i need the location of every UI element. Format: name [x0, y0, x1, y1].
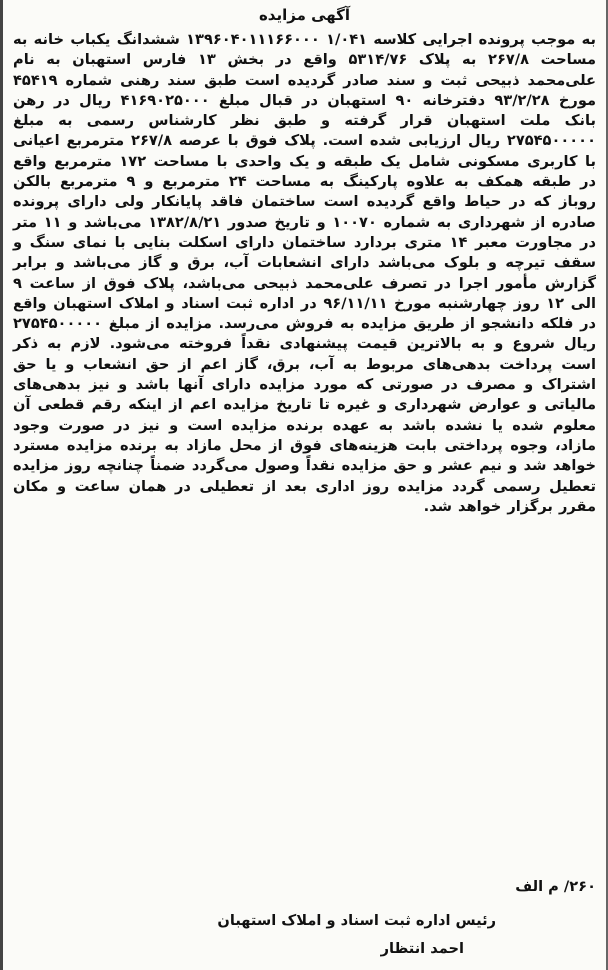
signature-title: رئیس اداره ثبت اسناد و املاک استهبان	[217, 912, 496, 929]
notice-reference: ۲۶۰/ م الف	[515, 878, 596, 895]
notice-body: به موجب پرونده اجرایی کلاسه ۱/۰۴۱ ۱۳۹۶۰۴۰۱۱۱۶۶۰۰۰ ششدانگ یکباب خانه به مساحت ۲۶۷/۸ به پلاک ۵۳۱۴/۷۶ واقع در بخش ۱۳ فارس استهبان به نام علی‌محمد ذبیحی ثبت و سند صادر گردیده است طبق سند رهنی شماره ۴۵۴۱۹ مورخ ۹۳/۲/۲۸ دفترخانه ۹۰ استهبان در قبال مبلغ ۴۱۶۹۰۲۵۰۰۰ ریال در رهن بانک ملت استهبان قرار گرفته و طبق نظر کارشناس رسمی به مبلغ ۲۷۵۴۵۰۰۰۰۰ ریال ارزیابی شده است. پلاک فوق با عرصه ۲۶۷/۸ مترمربع اعیانی با کاربری مسکونی شامل یک طبقه و یک واحدی با مساحت ۱۷۲ مترمربع واقع در طبقه همکف به علاوه پارکینگ به مساحت ۲۴ مترمربع و ۹ مترمربع بالکن روباز که در حیاط واقع گردیده است ساختمان فاقد پایانکار ولی دارای پرونده صادره از شهرداری به شماره ۱۰۰۷۰ و تاریخ صدور ۱۳۸۲/۸/۲۱ می‌باشد و ۱۱ متر در مجاورت معبر ۱۴ متری بردارد ساختمان دارای اسکلت بنایی با نمای سنگ و سقف تیرچه و بلوک می‌باشد دارای انشعابات آب، برق و گاز می‌باشد و برابر گزارش مأمور اجرا در تصرف علی‌محمد ذبیحی می‌باشد، پلاک فوق از ساعت ۹ الی ۱۲ روز چهارشنبه مورخ ۹۶/۱۱/۱۱ در اداره ثبت اسناد و املاک استهبان واقع در فلکه دانشجو از طریق مزایده به فروش می‌رسد. مزایده از مبلغ ۲۷۵۴۵۰۰۰۰۰ ریال شروع و به بالاترین قیمت پیشنهادی نقداً فروخته می‌شود. لازم به ذکر است پرداخت بدهی‌های مربوط به آب، برق، گاز اعم از حق انشعاب و یا حق اشتراک و مصرف در صورتی که مورد مزایده دارای آنها باشد و نیز بدهی‌های مالیاتی و عوارض شهرداری و غیره تا تاریخ مزایده اعم از اینکه رقم قطعی آن معلوم شده یا نشده باشد به عهده برنده مزایده است و نیز در صورت وجود مازاد، وجوه پرداختی بابت هزینه‌های فوق از محل مازاد به برنده مزایده مسترد خواهد شد و نیم عشر و حق مزایده نقداً وصول می‌گردد ضمناً چنانچه روز مزایده تعطیل رسمی گردد مزایده روز اداری بعد از تعطیلی در همان ساعت و مکان مقرر برگزار خواهد شد.	[13, 31, 597, 515]
signature-name: احمد انتظار	[380, 940, 464, 957]
notice-title: آگهی مزایده	[258, 6, 351, 24]
